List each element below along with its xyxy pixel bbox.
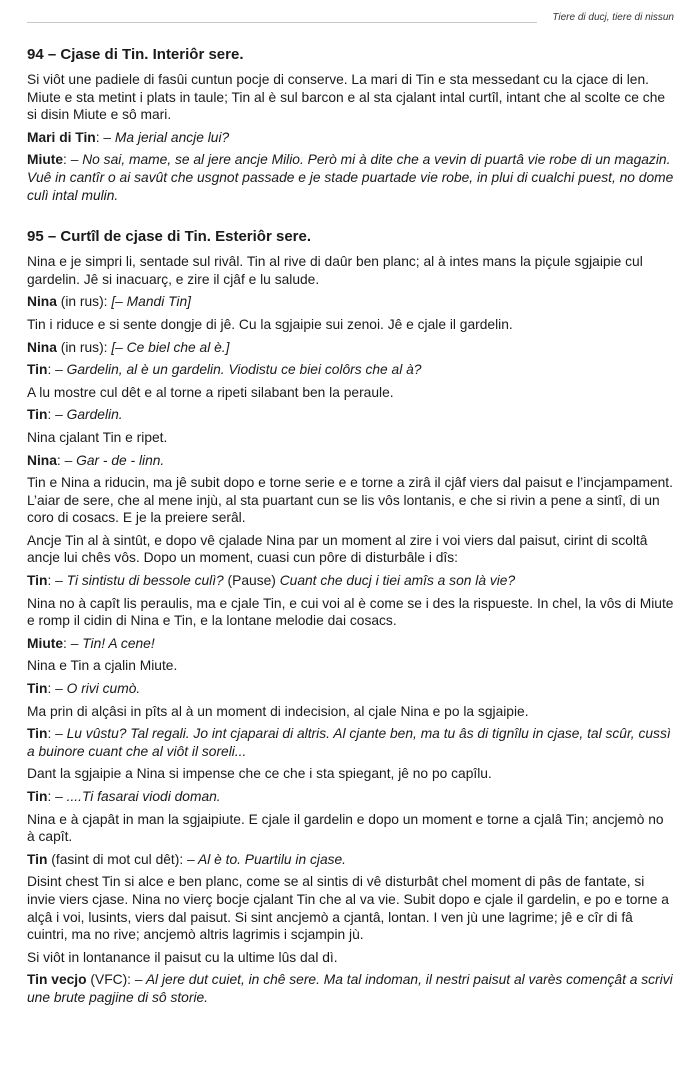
dialogue-text: – Gardelin. (55, 407, 123, 423)
dialogue-text: – Ma jerial ancje lui? (103, 129, 230, 145)
stage-direction: (VFC): (86, 972, 135, 988)
dialogue-line (27, 406, 674, 424)
stage-direction: (Pause) (223, 573, 280, 589)
speaker-name: Tin (27, 573, 48, 589)
dialogue-line (27, 725, 674, 760)
scene-heading: 95 – Curtîl de cjase di Tin. Esteriôr sere. (27, 228, 312, 246)
action-text: Nina no à capît lis peraulis, ma e cjale Tin, e cui voi al è come se i des la rispueste. In chel, la vôs di Miute e romp il cidin di Nina e Tin, e la lontane melodie dai cosacs. (27, 595, 674, 629)
action-text: Tin i riduce e si sente dongje di jê. Cu la sgjaipie sui zenoi. Jê e cjale il gardelin. (27, 316, 513, 332)
speaker-colon: : (47, 681, 56, 697)
dialogue-text: – Al è to. Puartilu in cjase. (187, 851, 347, 867)
dialogue-text: – ....Ti fasarai viodi doman. (55, 789, 221, 804)
action-text: Nina e Tin a cjalin Miute. (27, 658, 178, 674)
speaker-colon: : (56, 452, 65, 468)
action-text: Tin e Nina a riducin, ma jê subit dopo e torne serie e e torne a zirâ il cjâf viers dal paisut e l’incjampament. L’aiar de sere, che al mene injù, al sta puartant cun se lis vôs lontanis, e che si rivin a pene a sintî, di un coro di cosacs. E je la preiere serâl. (27, 475, 673, 526)
speaker-name: Tin (27, 362, 48, 378)
action-text: Disint chest Tin si alce e ben planc, come se al sintis di vê disturbât chel moment di pâs de fantate, si invie viers cjase. Nina no vierç bocje cjalant Tin che al va vie. Subit dopo e cjale il gardelin, e po e torne a alçâ i voi, lusints, viers dal paisut. Si sint ancjemò a cjantâ, lontan. I ven jù une lagrime; jê e cîr di fâ cuintri, ma no rive; ancjemò altris lagrimis i scjampin jù. (27, 874, 669, 943)
speaker-name: Tin (27, 726, 48, 742)
speaker-name: Nina (27, 294, 57, 310)
action-text: Nina e je simpri li, sentade sul rivâl. Tin al rive di daûr ben planc; al à intes mans la piçule sgjaipie cul gardelin. Jê si inacuarç, e zire il cjâf e lu salude. (27, 254, 643, 287)
dialogue-text: [– Mandi Tin] (111, 294, 191, 310)
dialogue-text: – Gardelin, al è un gardelin. Viodistu ce biei colôrs che al à? (55, 362, 422, 378)
dialogue-line (27, 129, 674, 147)
stage-direction: (fasint di mot cul dêt): (47, 851, 188, 867)
action-text: A lu mostre cul dêt e al torne a ripeti silabant ben la peraule. (27, 384, 394, 400)
dialogue-line (27, 293, 674, 311)
speaker-colon: : (47, 407, 56, 423)
action-text: Nina e à cjapât in man la sgjaipiute. E cjale il gardelin e dopo un moment e torne a cjalâ Tin; ancjemò no à capît. (27, 811, 664, 845)
speaker-colon: : (63, 152, 71, 168)
dialogue-line (27, 635, 674, 653)
action-text: Si viôt in lontanance il paisut cu la ultime lûs dal dì. (27, 949, 338, 965)
action-text: Si viôt une padiele di fasûi cuntun pocje di conserve. La mari di Tin e sta messedant cu la cjace di len. Miute e sta metint i plats in taule; Tin al è sul barcon e al sta cjalant intal curtîl, intant che al scolte ce che si disin Miute e sô mari. (27, 72, 666, 123)
speaker-colon: : (95, 129, 104, 145)
action-text: Ancje Tin al à sintût, e dopo vê cjalade Nina par un moment al zire i voi viers dal paisut, cirint di scoltâ ancje lui chês vôs. Dopo un moment, cuasi cun pôre di disturbâle i dîs: (27, 532, 648, 566)
dialogue-text: – Tin! A cene! (70, 635, 155, 651)
speaker-name: Tin (27, 407, 48, 423)
screenplay-body (27, 46, 674, 1012)
dialogue-text: – Gar - de - linn. (64, 452, 165, 468)
speaker-name: Tin (27, 789, 48, 804)
speaker-colon: : (47, 789, 56, 804)
running-head: Tiere di ducj, tiere di nissun (552, 12, 674, 23)
speaker-name: Mari di Tin (27, 129, 96, 145)
action-text: Ma prin di alçâsi in pîts al à un moment di indecision, al cjale Nina e po la sgjaipie. (27, 703, 529, 719)
dialogue-line (27, 788, 674, 806)
dialogue-text: – Lu vûstu? Tal regali. Jo int cjaparai di altris. Al cjante ben, ma tu âs di tignîlu in cjase, tal scûr, cussì a buinore cuant che al viôt il soreli... (27, 726, 671, 759)
stage-direction: (in rus): (56, 294, 112, 310)
dialogue-line (27, 361, 674, 379)
speaker-name: Tin (27, 681, 48, 697)
dialogue-line (27, 452, 674, 470)
speaker-colon: : (47, 726, 56, 742)
action-text: Dant la sgjaipie a Nina si impense che ce che i sta spiegant, jê no po capîlu. (27, 766, 492, 782)
speaker-name: Miute (27, 152, 64, 168)
speaker-name: Nina (27, 339, 57, 355)
dialogue-line (27, 151, 674, 204)
speaker-name: Miute (27, 635, 64, 651)
speaker-colon: : (47, 573, 56, 589)
dialogue-text: – O rivi cumò. (55, 681, 141, 697)
speaker-colon: : (47, 362, 56, 378)
stage-direction: (in rus): (56, 339, 112, 355)
speaker-name: Tin vecjo (27, 972, 87, 988)
header-rule (27, 22, 537, 23)
dialogue-text: – No sai, mame, se al jere ancje Milio. Però mi à dite che a vevin di puartâ vie robe di un magazin. Vuê in cantîr o ai savût che usgnot passade e je stade puartade vie robe, in plui di cualchi puest, no dome culì intal mulin. (27, 152, 674, 203)
dialogue-text: Cuant che ducj i tiei amîs a son là vie? (279, 573, 516, 589)
dialogue-line (27, 572, 674, 590)
speaker-name: Nina (27, 452, 57, 468)
speaker-name: Tin (27, 851, 48, 867)
dialogue-text: [– Ce biel che al è.] (111, 339, 230, 355)
scene-heading: 94 – Cjase di Tin. Interiôr sere. (27, 46, 244, 63)
dialogue-line (27, 680, 674, 698)
dialogue-line (27, 851, 674, 869)
speaker-colon: : (63, 635, 71, 651)
dialogue-line (27, 339, 674, 357)
dialogue-text: – Al jere dut cuiet, in chê sere. Ma tal indoman, il nestri paisut al varès començât a scrivi une brute pagjine di sô storie. (27, 972, 673, 1005)
dialogue-line (27, 971, 674, 1006)
action-text: Nina cjalant Tin e ripet. (27, 429, 168, 445)
dialogue-text: – Ti sintistu di bessole culì? (55, 573, 224, 589)
